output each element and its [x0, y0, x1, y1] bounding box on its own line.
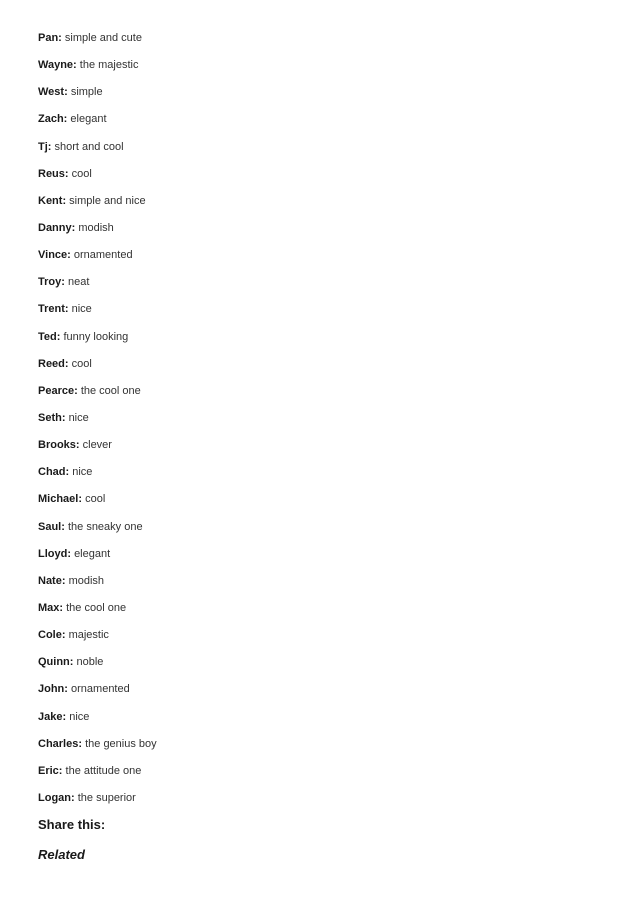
- list-item: [38, 355, 598, 382]
- entry-name: John:: [38, 683, 68, 696]
- entry-description: clever: [82, 439, 112, 452]
- entry-name: Wayne:: [38, 59, 77, 72]
- entry-description: nice: [69, 710, 90, 723]
- list-item: [38, 246, 598, 273]
- list-item: [38, 110, 598, 137]
- entry-description: nice: [72, 466, 93, 479]
- list-item: [38, 762, 598, 789]
- list-item: [38, 300, 598, 327]
- entry-description: ornamented: [71, 683, 130, 696]
- entry-name: Reus:: [38, 167, 69, 180]
- entry-description: nice: [68, 411, 89, 424]
- list-item: [38, 463, 598, 490]
- list-item: [38, 490, 598, 517]
- entry-description: funny looking: [63, 330, 129, 343]
- list-item: [38, 545, 598, 572]
- list-item: [38, 56, 598, 83]
- entry-description: simple and cute: [64, 32, 142, 44]
- list-item: [38, 165, 598, 192]
- entry-description: cool: [71, 167, 92, 180]
- entry-description: neat: [67, 276, 90, 289]
- list-item: [38, 83, 598, 110]
- list-item: [38, 192, 598, 219]
- entry-name: Eric:: [38, 764, 63, 777]
- entry-name: Brooks:: [38, 439, 80, 452]
- list-item: [38, 219, 598, 246]
- list-item: [38, 273, 598, 300]
- entry-name: West:: [38, 86, 68, 99]
- entry-description: elegant: [70, 113, 107, 126]
- list-item: [38, 382, 598, 409]
- name-list: [38, 29, 598, 816]
- entry-description: simple and nice: [69, 194, 146, 207]
- list-item: [38, 436, 598, 463]
- list-item: [38, 680, 598, 707]
- list-item: [38, 653, 598, 680]
- list-item: [38, 789, 598, 816]
- entry-description: majestic: [68, 629, 109, 642]
- entry-name: Lloyd:: [38, 547, 71, 560]
- list-item: [38, 599, 598, 626]
- entry-description: the sneaky one: [67, 520, 143, 533]
- list-item: [38, 518, 598, 545]
- entry-description: modish: [78, 221, 114, 234]
- entry-name: Nate:: [38, 574, 66, 587]
- entry-description: nice: [71, 303, 92, 316]
- entry-description: the genius boy: [85, 737, 157, 750]
- entry-name: Zach:: [38, 113, 68, 126]
- entry-name: Chad:: [38, 466, 70, 479]
- list-item: [38, 626, 598, 653]
- entry-name: Max:: [38, 601, 64, 614]
- related-heading: Related: [38, 847, 85, 862]
- share-heading: Share this:: [38, 817, 106, 832]
- entry-name: Trent:: [38, 303, 69, 316]
- entry-name: Ted:: [38, 330, 61, 343]
- entry-description: elegant: [74, 547, 111, 560]
- entry-name: Pearce:: [38, 384, 78, 397]
- entry-description: the cool one: [66, 601, 127, 614]
- entry-description: noble: [76, 656, 104, 669]
- entry-description: cool: [71, 357, 92, 370]
- list-item: [38, 572, 598, 599]
- entry-name: Danny:: [38, 221, 76, 234]
- entry-name: Michael:: [38, 493, 83, 506]
- entry-name: Pan:: [38, 32, 62, 44]
- entry-name: Cole:: [38, 629, 66, 642]
- entry-name: Kent:: [38, 194, 67, 207]
- list-item: [38, 409, 598, 436]
- entry-description: the cool one: [80, 384, 141, 397]
- entry-description: the superior: [77, 791, 136, 804]
- entry-name: Jake:: [38, 710, 67, 723]
- entry-description: cool: [85, 493, 106, 506]
- entry-description: ornamented: [73, 249, 133, 262]
- list-item: [38, 708, 598, 735]
- entry-description: simple: [70, 86, 103, 99]
- entry-name: Vince:: [38, 249, 71, 262]
- entry-name: Quinn:: [38, 656, 74, 669]
- entry-description: modish: [68, 574, 105, 587]
- list-item: [38, 138, 598, 165]
- entry-name: Tj:: [38, 140, 52, 153]
- entry-description: the majestic: [79, 59, 139, 72]
- entry-name: Troy:: [38, 276, 65, 289]
- entry-description: short and cool: [54, 140, 124, 153]
- entry-name: Saul:: [38, 520, 65, 533]
- entry-description: the attitude one: [65, 764, 142, 777]
- entry-name: Logan:: [38, 791, 75, 804]
- list-item: [38, 29, 598, 56]
- entry-name: Charles:: [38, 737, 83, 750]
- list-item: [38, 735, 598, 762]
- list-item: [38, 328, 598, 355]
- entry-name: Seth:: [38, 411, 66, 424]
- entry-name: Reed:: [38, 357, 69, 370]
